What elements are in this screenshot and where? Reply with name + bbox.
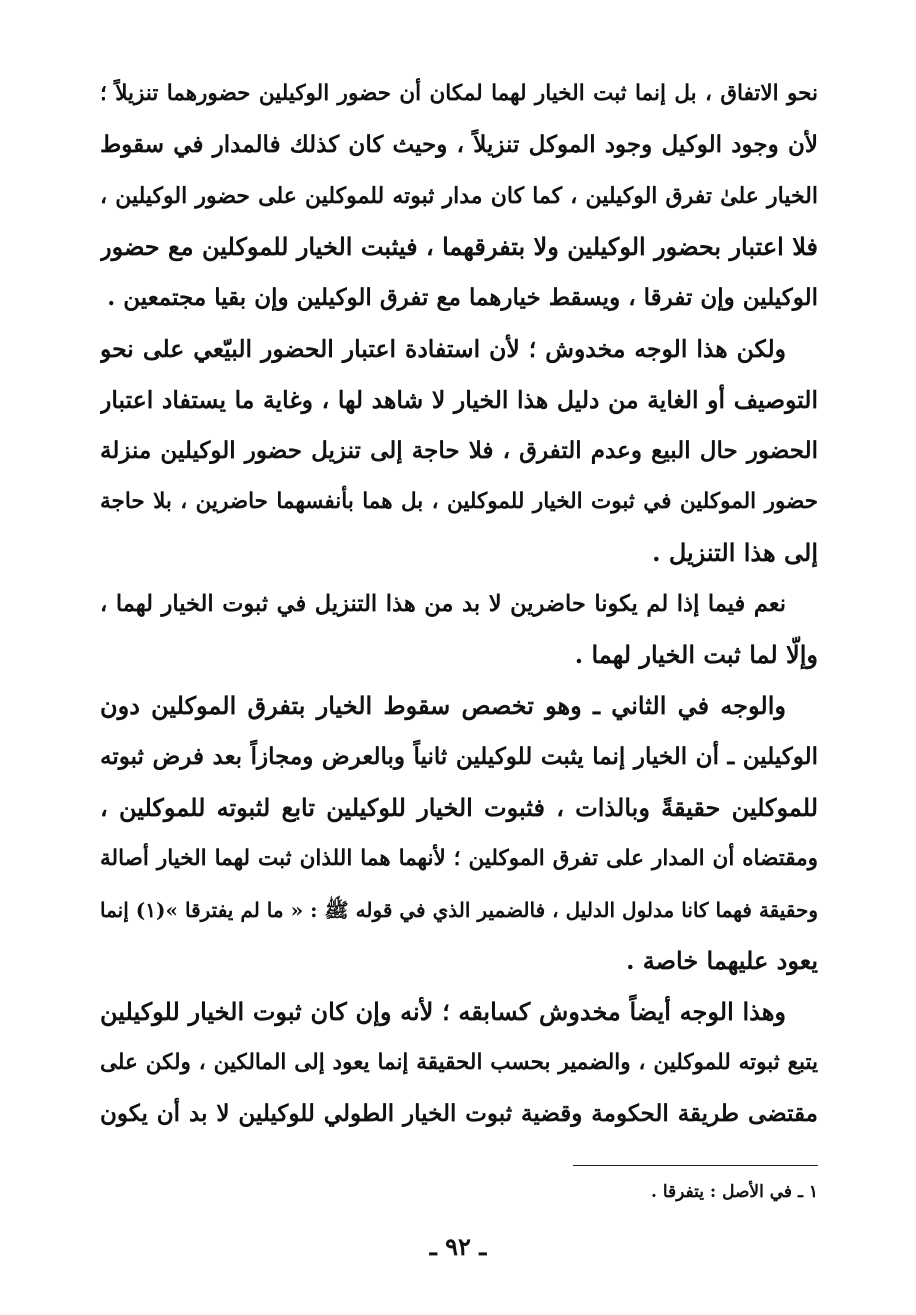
text-line: يعود عليهما خاصة . [626,946,818,975]
text-line: وإلّا لما ثبت الخيار لهما . [574,640,818,669]
text-line: نعم فيما إذا لم يكونا حاضرين لا بد من هذا التنزيل في ثبوت الخيار لهما ، [100,591,786,617]
text-line: الحضور حال البيع وعدم التفرق ، فلا حاجة إلى تنزيل حضور الوكيلين منزلة [100,437,818,464]
text-line: الوكيلين وإن تفرقا ، ويسقط خيارهما مع تفرق الوكيلين وإن بقيا مجتمعين . [107,284,818,311]
text-line: وهذا الوجه أيضاً مخدوش كسابقه ؛ لأنه وإن كان ثبوت الخيار للوكيلين [100,997,786,1026]
text-line: ولكن هذا الوجه مخدوش ؛ لأن استفادة اعتبار الحضور البيّعي على نحو [100,335,786,363]
text-line: التوصيف أو الغاية من دليل هذا الخيار لا شاهد لها ، وغاية ما يستفاد اعتبار [100,386,818,414]
text-line: نحو الاتفاق ، بل إنما ثبت الخيار لهما لمكان أن حضور الوكيلين حضورهما تنزيلاً ؛ [100,81,818,106]
page-number: ـ ٩٢ ـ [429,1232,487,1261]
text-line: إلى هذا التنزيل . [652,538,818,567]
text-line: فلا اعتبار بحضور الوكيلين ولا بتفرقهما ، فيثبت الخيار للموكلين مع حضور [100,232,818,261]
footnote-divider [573,1165,818,1166]
text-line: الخيار علىٰ تفرق الوكيلين ، كما كان مدار ثبوته للموكلين على حضور الوكيلين ، [100,183,818,209]
page-body [100,72,818,1272]
text-line: لأن وجود الوكيل وجود الموكل تنزيلاً ، وحيث كان كذلك فالمدار في سقوط [100,131,818,158]
text-line: للموكلين حقيقةً وبالذات ، فثبوت الخيار للوكيلين تابع لثبوته للموكلين ، [100,793,818,822]
text-line: الوكيلين ـ أن الخيار إنما يثبت للوكيلين ثانياً وبالعرض ومجازاً بعد فرض ثبوته [100,743,818,770]
text-line: يتبع ثبوته للموكلين ، والضمير بحسب الحقيقة إنما يعود إلى المالكين ، ولكن على [100,1050,818,1075]
text-line: والوجه في الثاني ـ وهو تخصص سقوط الخيار بتفرق الموكلين دون [100,691,786,720]
footnote: ١ ـ في الأصل : يتفرقا . [651,1182,818,1202]
text-line: ومقتضاه أن المدار على تفرق الموكلين ؛ لأنهما هما اللذان ثبت لهما الخيار أصالة [100,846,818,871]
text-line: مقتضى طريقة الحكومة وقضية ثبوت الخيار الطولي للوكيلين لا بد أن يكون [100,1100,818,1127]
text-line: حضور الموكلين في ثبوت الخيار للموكلين ، بل هما بأنفسهما حاضرين ، بلا حاجة [100,489,818,514]
text-line: وحقيقة فهما كانا مدلول الدليل ، فالضمير الذي في قوله ﷺ : « ما لم يفترقا »(١) إنما [100,898,818,922]
